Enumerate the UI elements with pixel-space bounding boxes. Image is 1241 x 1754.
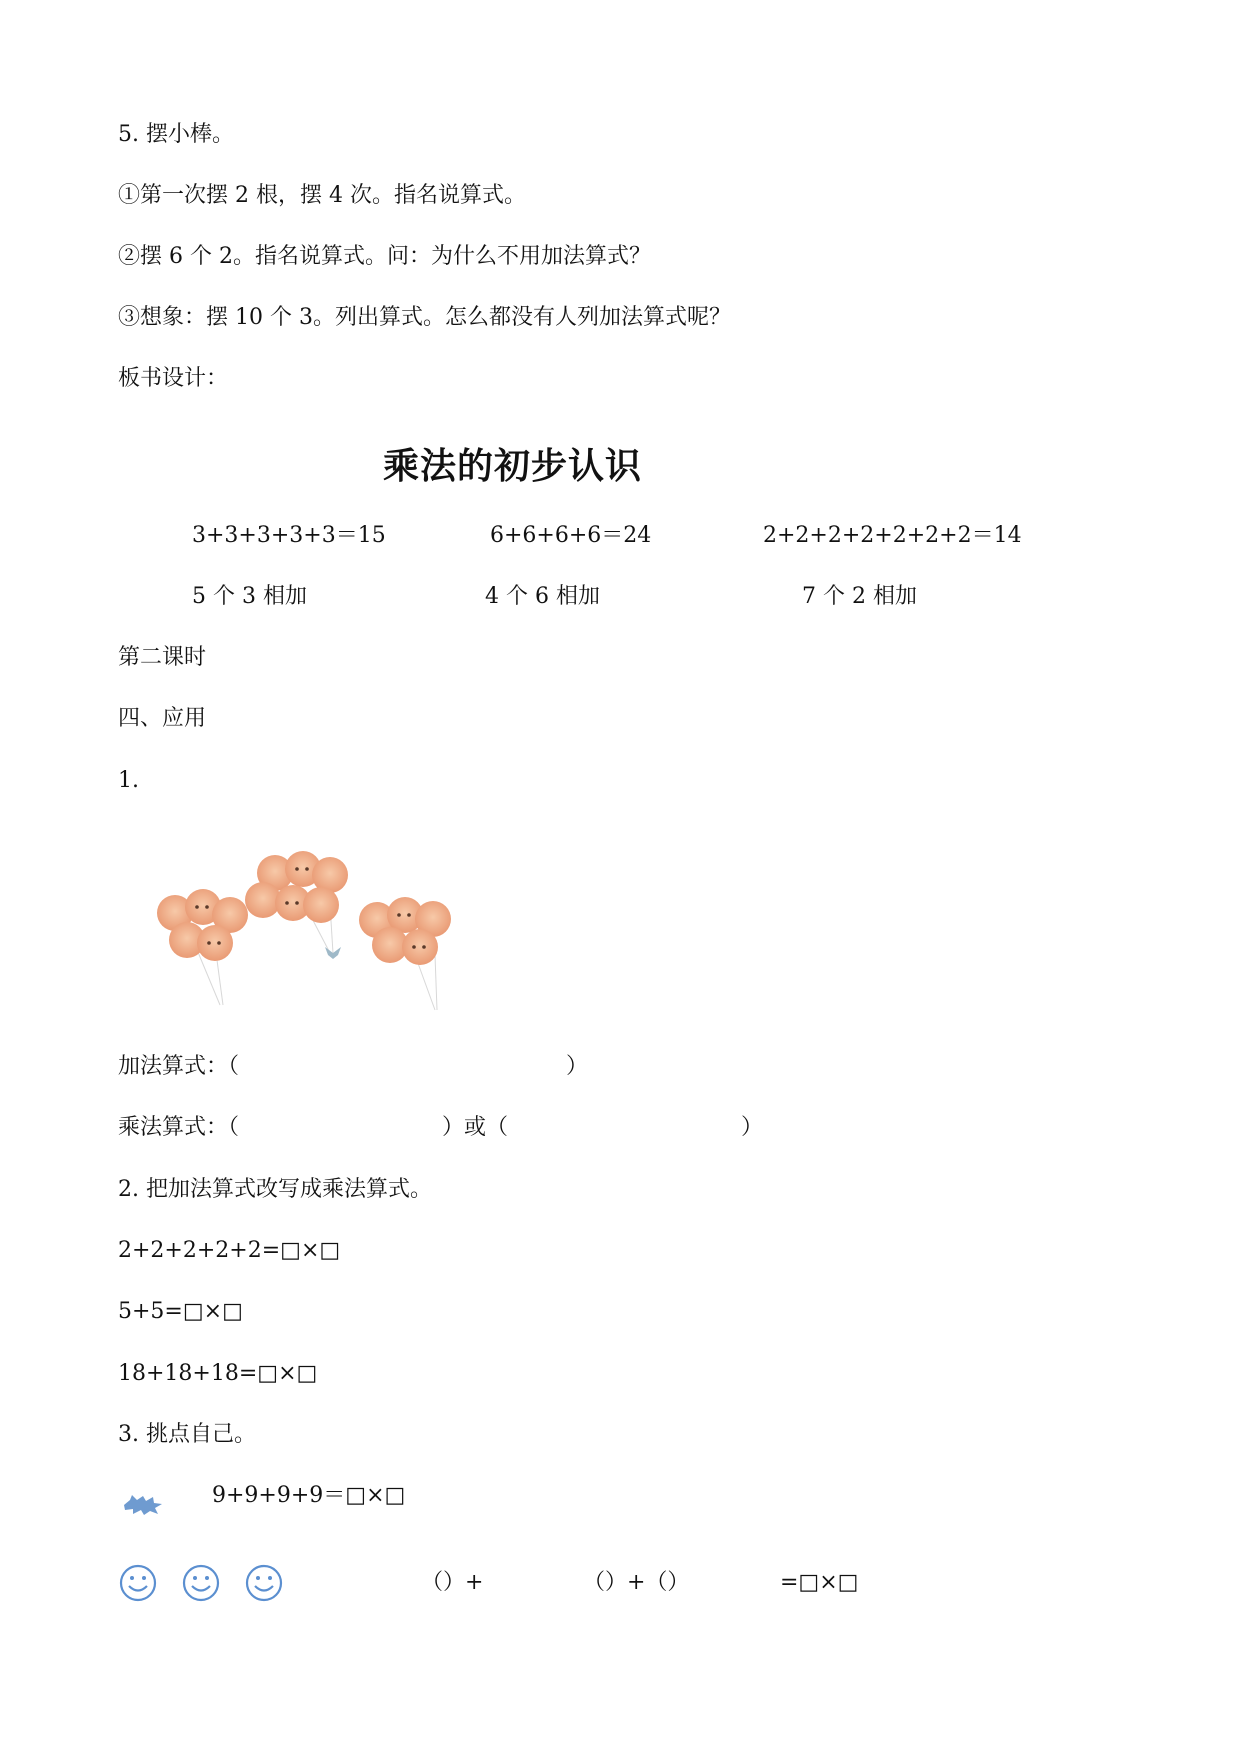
question-2b: 5+5=□×□ — [118, 1299, 243, 1324]
instruction-5: 5. 摆小棒。 — [118, 122, 234, 147]
question-3b-part-3: =□×□ — [780, 1570, 859, 1595]
addition-expression-close: ） — [566, 1054, 589, 1079]
question-3: 3. 挑点自己。 — [118, 1422, 256, 1447]
smiley-face-icon — [118, 1563, 298, 1603]
board-design-label: 板书设计： — [118, 366, 229, 391]
multiplication-expression-label: 乘法算式：（ — [118, 1115, 240, 1140]
question-2a: 2+2+2+2+2=□×□ — [118, 1238, 341, 1263]
board-title: 乘法的初步认识 — [383, 446, 643, 487]
section-heading: 四、应用 — [118, 706, 207, 731]
bear-balloons-icon — [145, 845, 475, 1015]
question-3b-part-1: （）+ — [421, 1570, 484, 1595]
board-description-3: 7 个 2 相加 — [802, 584, 917, 609]
question-1-number: 1. — [118, 768, 139, 793]
question-2c: 18+18+18=□×□ — [118, 1361, 318, 1386]
board-description-1: 5 个 3 相加 — [192, 584, 307, 609]
question-2: 2. 把加法算式改写成乘法算式。 — [118, 1177, 432, 1202]
addition-expression-label: 加法算式：（ — [118, 1054, 240, 1079]
board-equation-3: 2+2+2+2+2+2+2＝14 — [763, 523, 1022, 548]
instruction-5-2: ②摆 6 个 2。指名说算式。问：为什么不用加法算式？ — [118, 244, 651, 269]
blue-splat-icon — [122, 1494, 164, 1516]
instruction-5-3: ③想象：摆 10 个 3。列出算式。怎么都没有人列加法算式呢？ — [118, 305, 731, 330]
board-equation-1: 3+3+3+3+3＝15 — [192, 523, 386, 548]
board-description-2: 4 个 6 相加 — [485, 584, 600, 609]
lesson-2-heading: 第二课时 — [118, 645, 207, 670]
multiplication-or: ）或（ — [442, 1115, 509, 1140]
multiplication-expression-close: ） — [741, 1115, 764, 1140]
question-3a: 9+9+9+9＝□×□ — [212, 1483, 406, 1508]
instruction-5-1: ①第一次摆 2 根，摆 4 次。指名说算式。 — [118, 183, 526, 208]
question-3b-part-2: （）+（） — [583, 1570, 690, 1595]
board-equation-2: 6+6+6+6＝24 — [490, 523, 652, 548]
